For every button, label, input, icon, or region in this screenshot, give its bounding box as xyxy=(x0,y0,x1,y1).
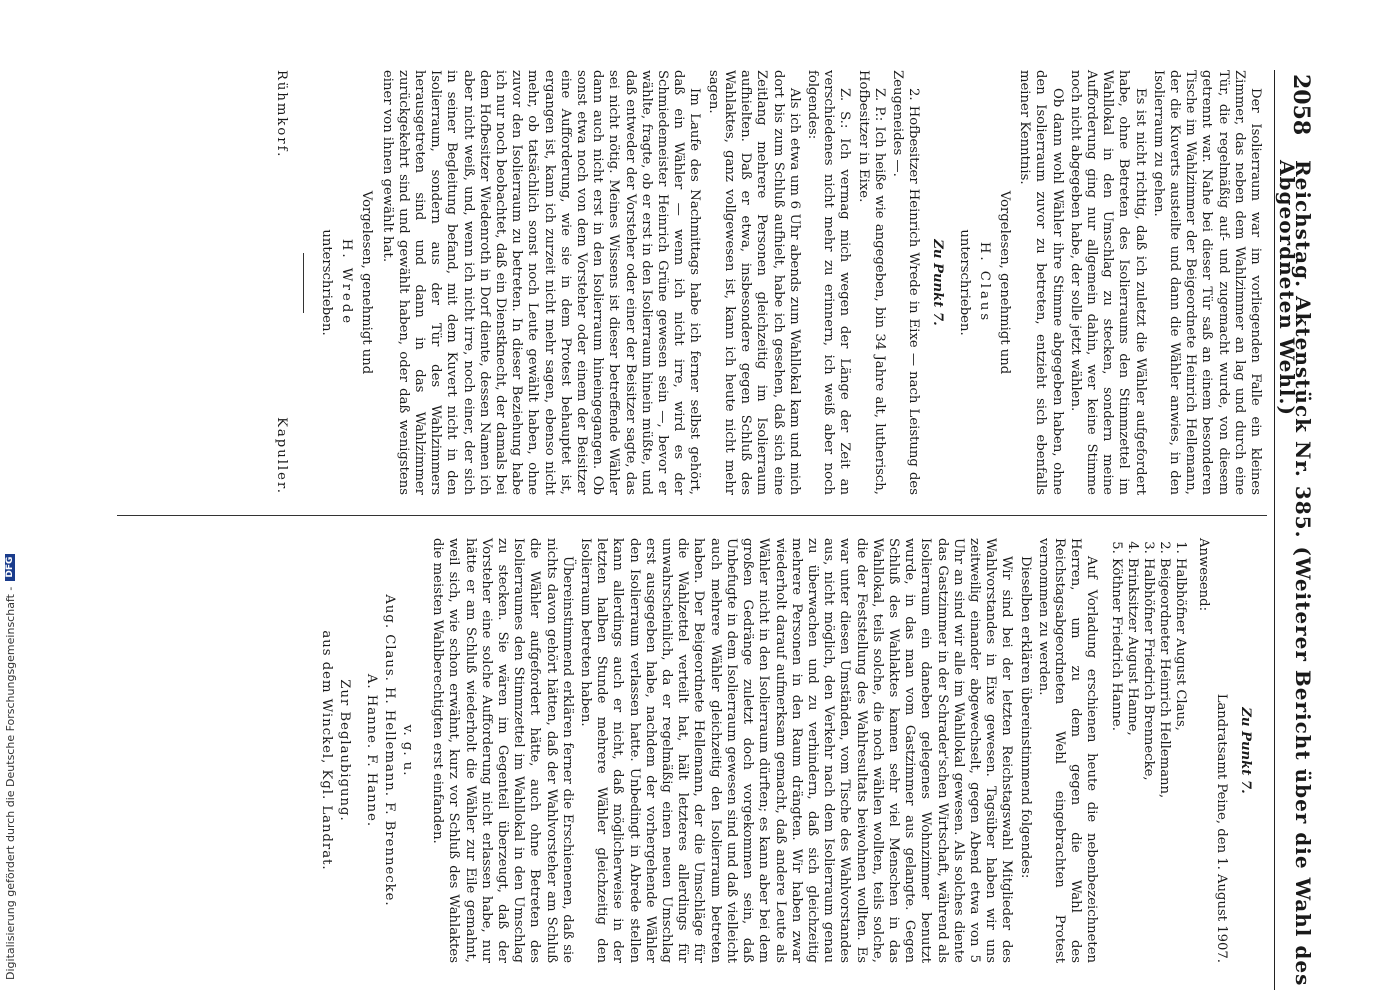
item-heading: Zu Punkt 7. xyxy=(930,239,946,326)
paragraph: Z. S.: Ich vermag mich wegen der Länge der Zeit an verschiedenes nicht mehr zu erinnern, ich weiß aber noch folgendes: xyxy=(804,70,853,495)
paragraph: Ob dann wohl Wähler ihre Stimme abgegeben haben, ohne den Isolierraum zuvor zu betreten, entzieht sich ebenfalls meiner Kenntnis. xyxy=(1017,70,1065,495)
rotated-document-page xyxy=(75,70,1315,990)
paragraph: 2. Hofbesitzer Heinrich Wrede in Eixe — nach Leistung des Zeugeneides —. xyxy=(889,70,922,495)
list-item: 5. Köthner Friedrich Hanne. xyxy=(1107,558,1123,963)
signer-name: H. Wrede xyxy=(339,238,355,327)
signer-name: H. Claus xyxy=(976,241,992,324)
list-item: 4. Brinksitzer August Hanne, xyxy=(1124,558,1140,963)
paragraph: Dieselben erklären übereinstimmend folgendes: xyxy=(1017,556,1033,879)
paragraph: Der Isolierraum war im vorliegenden Falle ein kleines Zimmer, das neben dem Wahlzimmer an lag und durch eine Tür, die regelmäßig auf- und zugemacht wurde, von diesem getrennt war. Nahe bei dieser Tür saß an einem besonderen Tische im Wahlzimmer der Beigeordnete Heinrich Hellemann, der die Kuverts austeilte und dann die Wähler anwies, in den Isolierraum zu gehen. xyxy=(1150,70,1263,495)
list-item: 3. Halbhöfner Friedrich Brennecke, xyxy=(1140,558,1156,963)
credit-text: Digitalisierung gefördert durch die Deutsche Forschungsgemeinschaft - xyxy=(3,586,17,980)
separator-rule xyxy=(303,253,304,313)
column-divider xyxy=(117,515,1267,516)
certification-note: Zur Beglaubigung. xyxy=(337,679,353,822)
paragraph: Als ich etwa um 6 Uhr abends zum Wahllokal kam und mich dort bis zum Schluß aufhielt, habe ich gesehen, daß sich eine Zeitlang mehrere Personen gleichzeitig im Isolierraum aufhielten. Daß er etwa, insbesondere gegen Schluß des Wahlaktes, ganz vollgewesen ist, kann ich heute nicht mehr sagen. xyxy=(705,70,802,495)
official-signature: aus dem Winckel, Kgl. Landrat. xyxy=(319,630,335,871)
footer-signature-left: Rühmkorf. xyxy=(273,70,289,159)
attendee-list xyxy=(1107,538,1188,963)
digitization-credit xyxy=(0,0,20,1000)
paragraph: Übereinstimmend erklären ferner die Erschienenen, daß sie nichts davon gehört hätten, daß der Wahlvorsteher am Schluß die Wähler aufgefordert hätte, auch ohne Betreten des Isolierraumes den Stimmzettel im Wahllokal in den Umschlag zu stecken. Sie wären im Gegenteil überzeugt, daß der Vorsteher eine solche Aufforderung nicht erlassen habe, nur hätte er am Schluß wiederholt die Wähler zur Eile gemahnt, weil sich, wie schon erwähnt, kurz vor Schluß des Wahlaktes die meisten Wahlberechtigten erst einfanden. xyxy=(430,538,575,963)
closing-formula: Vorgelesen, genehmigt und xyxy=(359,190,375,375)
paragraph: Im Laufe des Nachmittags habe ich ferner selbst gehört, daß ein Wähler — wenn ich nicht irre, wird es der Schmiedemeister Heinrich Grüne gewesen sein —, bevor er wählte, fragte, ob er erst in den Isolierraum hinein müßte, und daß entweder der Vorsteher oder einer der Beisitzer sagte, das sei nicht nötig. Meines Wissens ist dieser betreffende Wähler dann auch nicht erst in den Isolierraum hineingegangen. Ob sonst etwa noch von dem Vorsteher oder einem der Beisitzer eine Aufforderung, wie sie in dem Protest behauptet ist, ergangen ist, kann ich zurzeit nicht mehr sagen, ebenso nicht mehr, ob tatsächlich sonst noch Leute gewählt haben, ohne zuvor den Isolierraum zu betreten. In dieser Beziehung habe ich nur noch beobachtet, daß ein Dienstknecht, der damals bei dem Hofbesitzer Wiedenroth in Dorf diente, dessen Namen ich aber nicht weiß, und, wenn ich nicht irre, noch einer, der sich in seiner Begleitung befand, mit dem Kuvert nicht in den Isolierraum, sondern aus der Tür des Wahlzimmers herausgetreten sind und dann in das Wahlzimmer zurückgekehrt sind und gewählt haben, oder daß wenigstens einer von ihnen gewählt hat. xyxy=(379,70,703,495)
dfg-logo-icon: DFG xyxy=(5,554,15,581)
left-column xyxy=(273,70,1263,495)
paragraph: Z. P.: Ich heiße wie angegeben, bin 34 Jahre alt, lutherisch, Hofbesitzer in Eixe. xyxy=(855,70,887,495)
page-header xyxy=(1274,70,1315,990)
page-number: 2058 xyxy=(1288,74,1314,136)
list-item: 2. Beigeordneter Heinrich Hellemann, xyxy=(1156,558,1172,963)
item-heading: Zu Punkt 7. xyxy=(1238,707,1253,794)
right-column xyxy=(316,538,1263,963)
footer-signature-right: Kapuller. xyxy=(273,417,289,495)
signed-note: unterschrieben. xyxy=(319,229,335,336)
present-label: Anwesend: xyxy=(1195,538,1211,612)
signature-line: A. Hanne. F. Hanne. xyxy=(363,673,379,828)
paragraph: Auf Vorladung erschienen heute die nebenbezeichneten Herren, um zu dem gegen die Wahl des Reichstagsabgeordneten Wehl eingebrachten Protest vernommen zu werden. xyxy=(1035,538,1100,963)
place-date: Landratsamt Peine, den 1. August 1907. xyxy=(1213,693,1229,963)
footer-signatures xyxy=(273,70,289,495)
signed-note: unterschrieben. xyxy=(956,229,972,336)
running-title: Reichstag. Aktenstück Nr. 385. (Weiterer Bericht über die Wahl des Abgeordneten Wehl.) xyxy=(1274,160,1315,987)
vgu-formula: v. g. u. xyxy=(400,724,416,777)
paragraph: Es ist nicht richtig, daß ich zuletzt die Wähler aufgefordert habe, ohne Betreten des Isolierraums den Stimmzettel im Wahllokal in den Umschlag zu stecken, sondern meine Aufforderung ging nur allgemein dahin, wer keine Stimme noch nicht abgegeben habe, der solle jetzt wählen. xyxy=(1067,70,1148,495)
signature-line: Aug. Claus. H. Hellemann. F. Brennecke. xyxy=(381,594,397,907)
paragraph: Wir sind bei der letzten Reichstagswahl Mitglieder des Wahlvorstandes in Eixe gewesen. Tagsüber haben wir uns zeitweilig einander abgewechselt, gegen Abend etwa von 5 Uhr an sind wir alle im Wahllokal gewesen. Als solches diente das Gastzimmer in der Schrader'schen Wirtschaft, während als Isolierraum ein daneben gelegenes Wohnzimmer benutzt wurde, in das man vom Gastzimmer aus gelangte. Gegen Schluß des Wahlaktes kamen sehr viel Menschen in das Wahllokal, teils solche, die noch wählen wollten, teils solche, die der Feststellung des Wahlresultats beiwohnen wollten. Es war unter diesen Umständen, vom Tische des Wahlvorstandes aus, nicht möglich, den Verkehr nach dem Isolierraum genau zu überwachen und zu verhindern, daß sich gleichzeitig mehrere Personen in den Raum drängten. Wir haben zwar wiederholt darauf aufmerksam gemacht, daß andere Leute als Wähler nicht in den Isolierraum dürften; es kann aber bei dem großen Gedränge zuletzt doch vorgekommen sein, daß Unbefugte in dem Isolierraum gewesen sind und daß vielleicht auch mehrere Wähler gleichzeitig den Isolierraum betreten haben. Der Beigeordnete Hellemann, der die Umschläge für die Wahlzettel verteilt hat, hält letzteres allerdings für unwahrscheinlich, da er regelmäßig einen neuen Umschlag erst ausgegeben habe, nachdem der vorhergehende Wähler den Isolierraum verlassen hatte. Unbedingt in Abrede stellen kann allerdings auch er nicht, daß möglicherweise in der letzten halben Stunde mehrere Wähler gleichzeitig den Isolierraum betreten haben. xyxy=(578,538,1015,963)
signature-block xyxy=(318,538,415,963)
list-item: 1. Halbhöfner August Claus, xyxy=(1172,558,1188,963)
closing-formula: Vorgelesen, genehmigt und xyxy=(996,190,1012,375)
